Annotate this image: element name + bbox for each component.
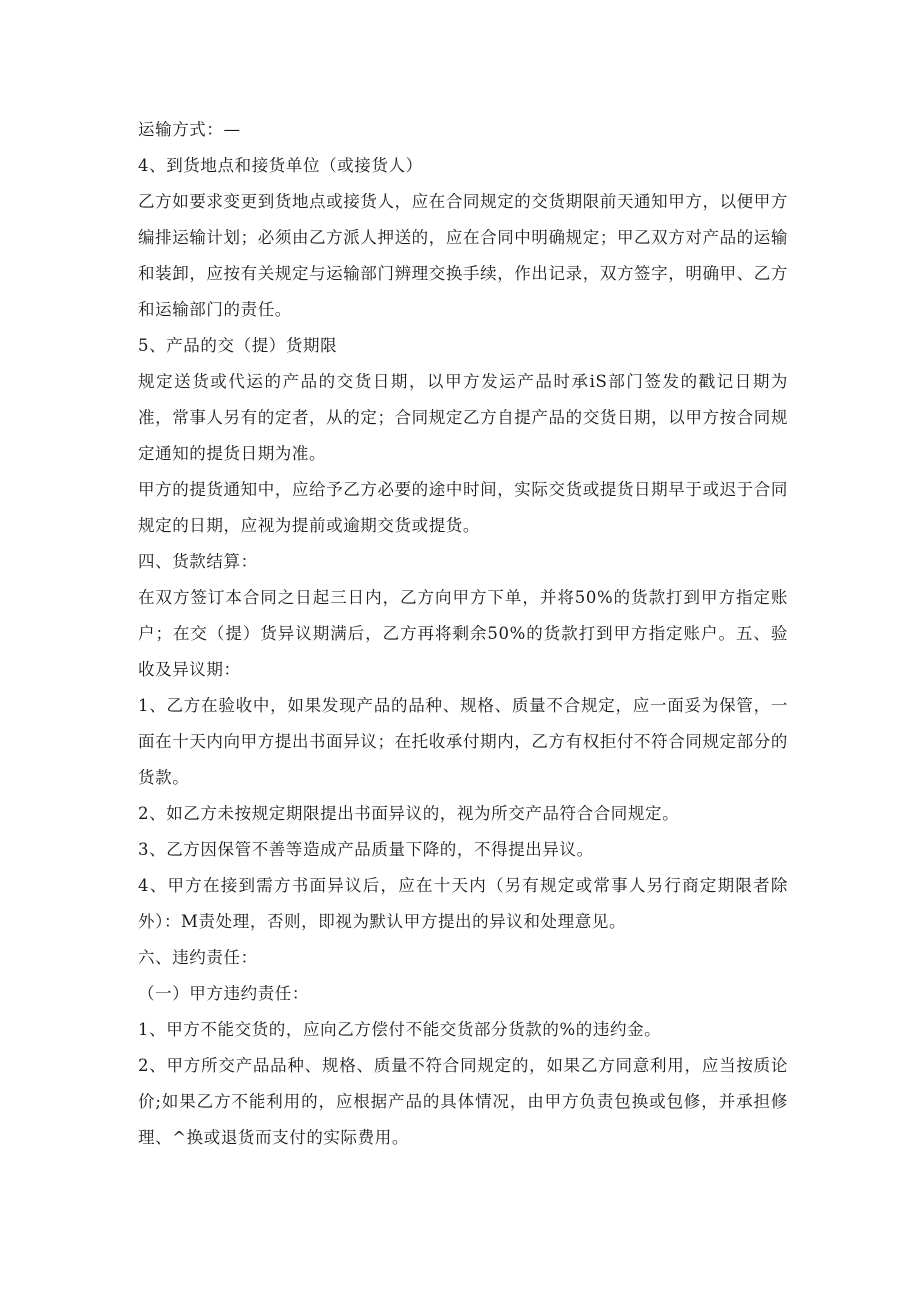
- section-heading-delivery-period: 5、产品的交（提）货期限: [138, 336, 338, 355]
- delivery-change-paragraph: 乙方如要求变更到货地点或接货人，应在合同规定的交货期限前天通知甲方，以便甲方编排运输计划；必须由乙方派人押送的，应在合同中明确规定；甲乙双方对产品的运输和装卸，应按有关规定与运输部门辨理交换手续，作出记录，双方签字，明确甲、乙方和运输部门的责任。: [138, 192, 788, 319]
- liability-clause-2: 2、甲方所交产品品种、规格、质量不符合同规定的，如果乙方同意利用，应当按质论价;如果乙方不能利用的，应根据产品的具体情况，由甲方负责包换或包修，并承担修理、^换或退货而支付的实际费用。: [138, 1056, 788, 1147]
- inspection-clause-2: 2、如乙方未按规定期限提出书面异议的，视为所交产品符合合同规定。: [138, 804, 680, 823]
- subheading-party-a-liability: （一）甲方违约责任：: [138, 984, 309, 1003]
- liability-clause-1: 1、甲方不能交货的，应向乙方偿付不能交货部分货款的%的违约金。: [138, 1020, 662, 1039]
- section-heading-payment: 四、货款结算：: [138, 552, 258, 571]
- inspection-clause-3: 3、乙方因保管不善等造成产品质量下降的，不得提出异议。: [138, 840, 594, 859]
- delivery-date-paragraph: 规定送货或代运的产品的交货日期，以甲方发运产品时承iS部门签发的戳记日期为准，常事人另有的定者，从的定；合同规定乙方自提产品的交货日期，以甲方按合同规定通知的提货日期为准。: [138, 372, 788, 463]
- section-heading-liability: 六、违约责任：: [138, 948, 258, 967]
- inspection-clause-4: 4、甲方在接到需方书面异议后，应在十天内（另有规定或常事人另行商定期限者除外）：M责处理，否则，即视为默认甲方提出的异议和处理意见。: [138, 876, 788, 931]
- document-body: [138, 112, 788, 1156]
- transport-method-line: 运输方式：—: [138, 120, 241, 139]
- pickup-notice-paragraph: 甲方的提货通知中，应给予乙方必要的途中时间，实际交货或提货日期早于或迟于合同规定的日期，应视为提前或逾期交货或提货。: [138, 480, 788, 535]
- inspection-clause-1: 1、乙方在验收中，如果发现产品的品种、规格、质量不合规定，应一面妥为保管，一面在十天内向甲方提出书面异议；在托收承付期内，乙方有权拒付不符合同规定部分的货款。: [138, 696, 788, 787]
- payment-terms-paragraph: 在双方签订本合同之日起三日内，乙方向甲方下单，并将50%的货款打到甲方指定账户；在交（提）货异议期满后，乙方再将剩余50%的货款打到甲方指定账户。五、验收及异议期：: [138, 588, 788, 679]
- section-heading-delivery-location: 4、到货地点和接货单位（或接货人）: [138, 156, 423, 175]
